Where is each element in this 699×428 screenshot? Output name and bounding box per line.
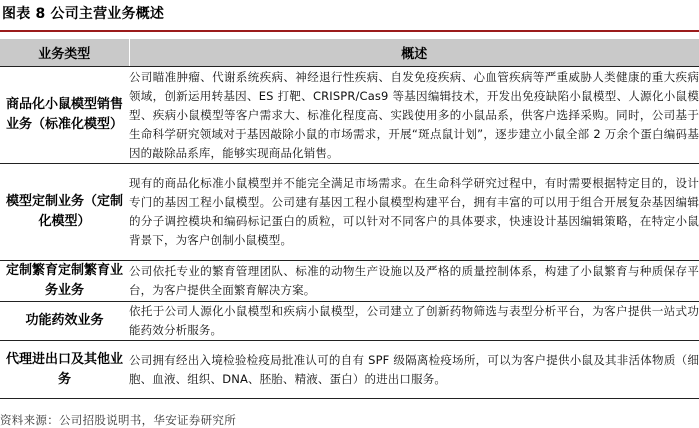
row-business-type: 定制繁育定制繁育业务业务 (0, 261, 129, 302)
table-header-row (0, 39, 699, 67)
row-overview: 现有的商品化标准小鼠模型并不能完全满足市场需求。在生命科学研究过程中，有时需要根据特定目的，设计专门的基因工程小鼠模型。公司建有基因工程小鼠模型构建平台，拥有丰富的可以用于组合开展复杂基因编辑的分子调控模块和编码标记蛋白的质粒，可以针对不同客户的具体要求，快速设计基因编辑策略，在特定小鼠背景下，为客户创制小鼠模型。 (129, 164, 699, 261)
table-row (0, 164, 699, 261)
row-business-type: 功能药效业务 (0, 302, 129, 341)
table-row (0, 302, 699, 341)
row-overview: 公司拥有经出入境检验检疫局批准认可的自有 SPF 级隔离检疫场所，可以为客户提供小鼠及其非活体物质（细胞、血液、组织、DNA、胚胎、精液、蛋白）的进出口服务。 (129, 341, 699, 399)
row-business-type: 商品化小鼠模型销售业务（标准化模型） (0, 67, 129, 164)
header-business-type: 业务类型 (0, 39, 129, 67)
row-business-type: 模型定制业务（定制化模型） (0, 164, 129, 261)
row-overview: 公司依托专业的繁育管理团队、标准的动物生产设施以及严格的质量控制体系，构建了小鼠繁育与种质保存平台，为客户提供全面繁育解决方案。 (129, 261, 699, 302)
figure-title: 图表 8 公司主营业务概述 (2, 6, 165, 22)
table-row (0, 341, 699, 399)
header-overview: 概述 (129, 39, 699, 67)
table-row (0, 261, 699, 302)
source-note: 资料来源：公司招股说明书，华安证券研究所 (0, 413, 236, 427)
row-overview: 依托于公司人源化小鼠模型和疾病小鼠模型，公司建立了创新药物筛选与表型分析平台，为客户提供一站式功能药效分析服务。 (129, 302, 699, 341)
row-business-type: 代理进出口及其他业务 (0, 341, 129, 399)
row-overview: 公司瞄准肿瘤、代谢系统疾病、神经退行性疾病、自发免疫疾病、心血管疾病等严重威胁人类健康的重大疾病领域，创新运用转基因、ES 打靶、CRISPR/Cas9 等基因编辑技术，开发出免疫缺陷小鼠模型、人源化小鼠模型、疾病小鼠模型等客户需求大、标准化程度高、实践使用多的小鼠品系，供客户选择采购。同时，公司基于生命科学研究领域对于基因敲除小鼠的市场需求，开展“斑点鼠计划”，逐步建立小鼠全部 2 万余个蛋白编码基因的敲除品系库，能够实现商品化销售。 (129, 67, 699, 164)
table-row (0, 67, 699, 164)
business-overview-table (0, 39, 699, 399)
title-divider (0, 30, 699, 32)
